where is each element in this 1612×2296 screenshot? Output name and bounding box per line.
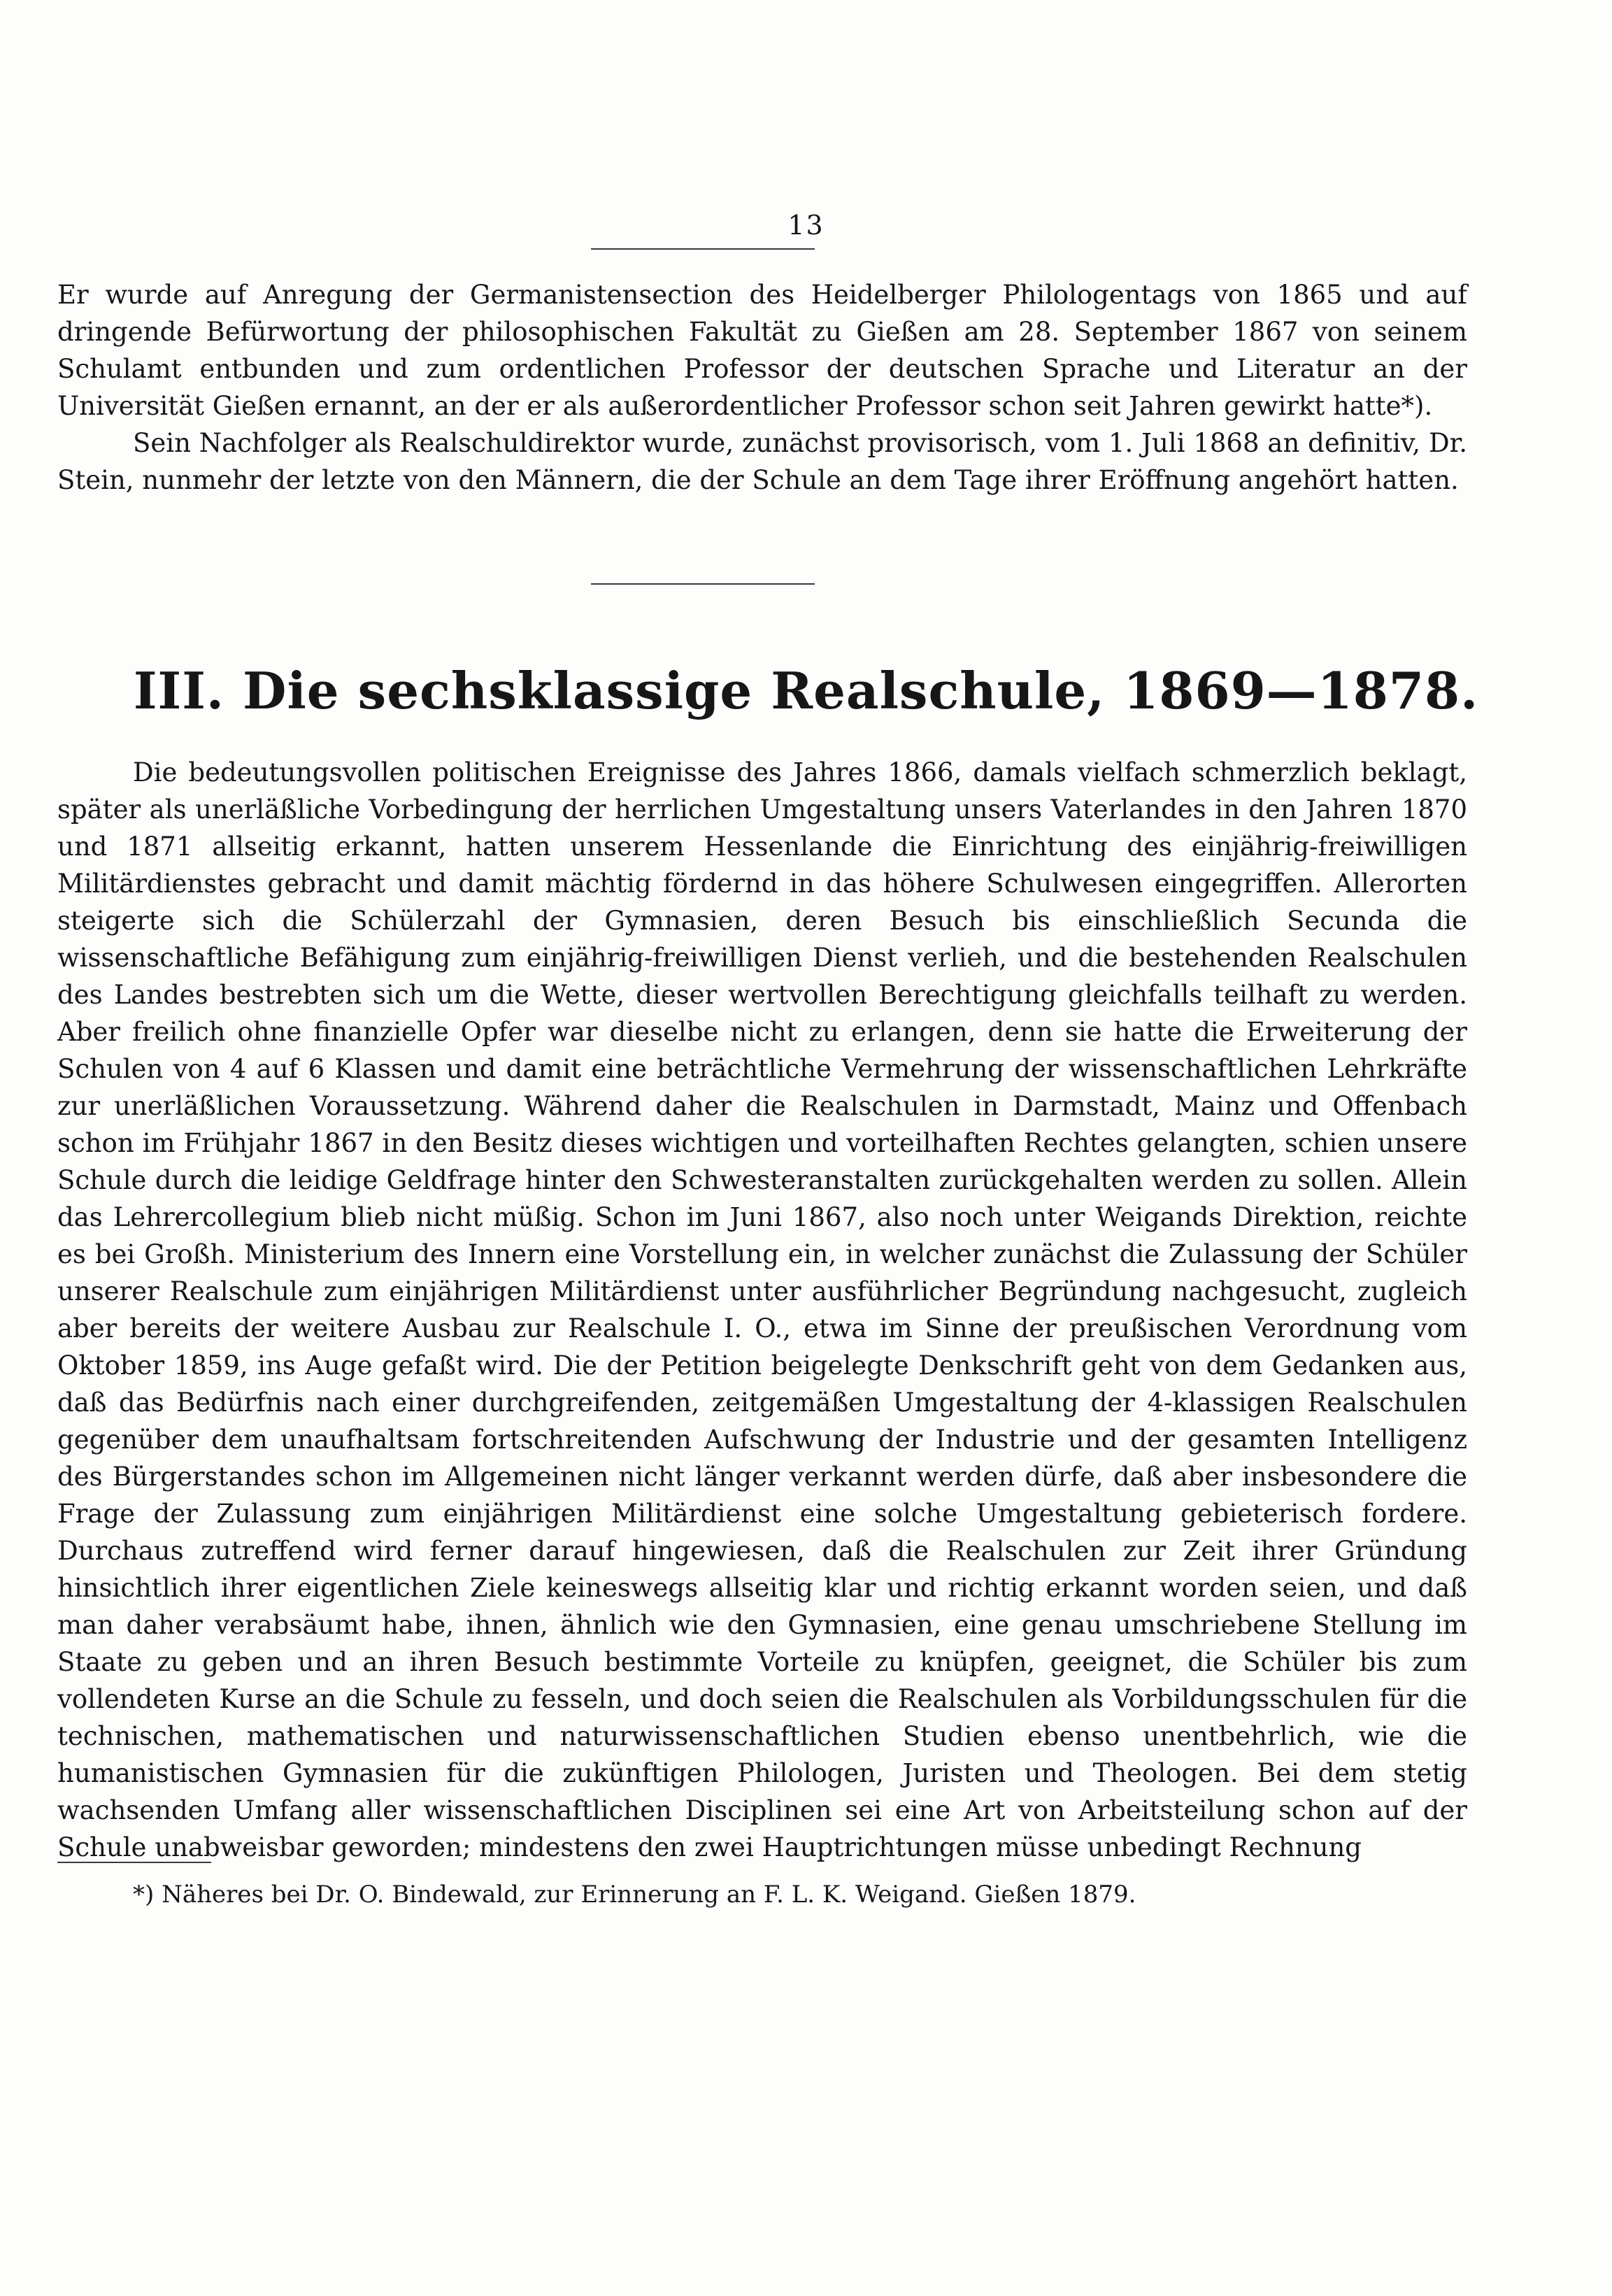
paragraph: Die bedeutungsvollen politischen Ereignisse des Jahres 1866, damals vielfach schmerzlich beklagt, später als unerläßliche Vorbedingung der herrlichen Umgestaltung unsers Vaterlandes in den Jahren 1870 und 1871 allseitig erkannt, hatten unserem Hessenlande die Einrichtung des einjährig-freiwilligen Militärdienstes gebracht und damit mächtig fördernd in das höhere Schulwesen eingegriffen. Allerorten steigerte sich die Schülerzahl der Gymnasien, deren Besuch bis einschließlich Secunda die wissenschaftliche Befähigung zum einjährig-freiwilligen Dienst verlieh, und die bestehenden Realschulen des Landes bestrebten sich um die Wette, dieser wertvollen Berechtigung gleichfalls teilhaft zu werden. Aber freilich ohne finanzielle Opfer war dieselbe nicht zu erlangen, denn sie hatte die Erweiterung der Schulen von 4 auf 6 Klassen und damit eine beträchtliche Vermehrung der wissenschaftlichen Lehrkräfte zur unerläßlichen Voraussetzung. Während daher die Realschulen in Darmstadt, Mainz und Offenbach schon im Frühjahr 1867 in den Besitz dieses wichtigen und vorteilhaften Rechtes gelangten, schien unsere Schule durch die leidige Geldfrage hinter den Schwesteranstalten zurückgehalten werden zu sollen. Allein das Lehrercollegium blieb nicht müßig. Schon im Juni 1867, also noch unter Weigands Direktion, reichte es bei Großh. Ministerium des Innern eine Vorstellung ein, in welcher zunächst die Zulassung der Schüler unserer Realschule zum einjährigen Militärdienst unter ausführlicher Begründung nachgesucht, zugleich aber bereits der weitere Ausbau zur Realschule I. O., etwa im Sinne der preußischen Verordnung vom Oktober 1859, ins Auge gefaßt wird. Die der Petition beigelegte Denkschrift geht von dem Gedanken aus, daß das Bedürfnis nach einer durchgreifenden, zeitgemäßen Umgestaltung der 4-klassigen Realschulen gegenüber dem unaufhaltsam fortschreitenden Aufschwung der Industrie und der gesamten Intelligenz des Bürgerstandes schon im Allgemeinen nicht länger verkannt werden dürfe, daß aber insbesondere die Frage der Zulassung zum einjährigen Militärdienst eine solche Umgestaltung gebieterisch fordere. Durchaus zutreffend wird ferner darauf hingewiesen, daß die Realschulen zur Zeit ihrer Gründung hinsichtlich ihrer eigentlichen Ziele keineswegs allseitig klar und richtig erkannt worden seien, und daß man daher verabsäumt habe, ihnen, ähnlich wie den Gymnasien, eine genau umschriebene Stellung im Staate zu geben und an ihren Besuch bestimmte Vorteile zu knüpfen, geeignet, die Schüler bis zum vollendeten Kurse an die Schule zu fesseln, und doch seien die Realschulen als Vorbildungsschulen für die technischen, mathematischen und naturwissenschaftlichen Studien ebenso unentbehrlich, wie die humanistischen Gymnasien für die zukünftigen Philologen, Juristen und Theologen. Bei dem stetig wachsenden Umfang aller wissenschaftlichen Disciplinen sei eine Art von Arbeitsteilung schon auf der Schule unabweisbar geworden; mindestens den zwei Hauptrichtungen müsse unbedingt Rechnung: [57, 757, 1467, 1862]
section-divider: [591, 583, 815, 585]
section-continuation: [57, 276, 1467, 499]
footnote-divider: [57, 1862, 211, 1863]
paragraph: Er wurde auf Anregung der Germanistensection des Heidelberger Philologentags von 1865 und auf dringende Befürwortung der philosophischen Fakultät zu Gießen am 28. September 1867 von seinem Schulamt entbunden und zum ordentlichen Professor der deutschen Sprache und Literatur an der Universität Gießen ernannt, an der er als außerordentlicher Professor schon seit Jahren gewirkt hatte*).: [57, 280, 1467, 421]
header-divider: [591, 248, 815, 250]
page-number: 13: [787, 210, 825, 241]
footnote: *) Näheres bei Dr. O. Bindewald, zur Erinnerung an F. L. K. Weigand. Gießen 1879.: [133, 1881, 1136, 1909]
paragraph: Sein Nachfolger als Realschuldirektor wurde, zunächst provisorisch, vom 1. Juli 1868 an definitiv, Dr. Stein, nunmehr der letzte von den Männern, die der Schule an dem Tage ihrer Eröffnung angehört hatten.: [57, 428, 1467, 495]
section-heading: III. Die sechsklassige Realschule, 1869—1878.: [133, 661, 1479, 720]
section-body: [57, 754, 1467, 1866]
